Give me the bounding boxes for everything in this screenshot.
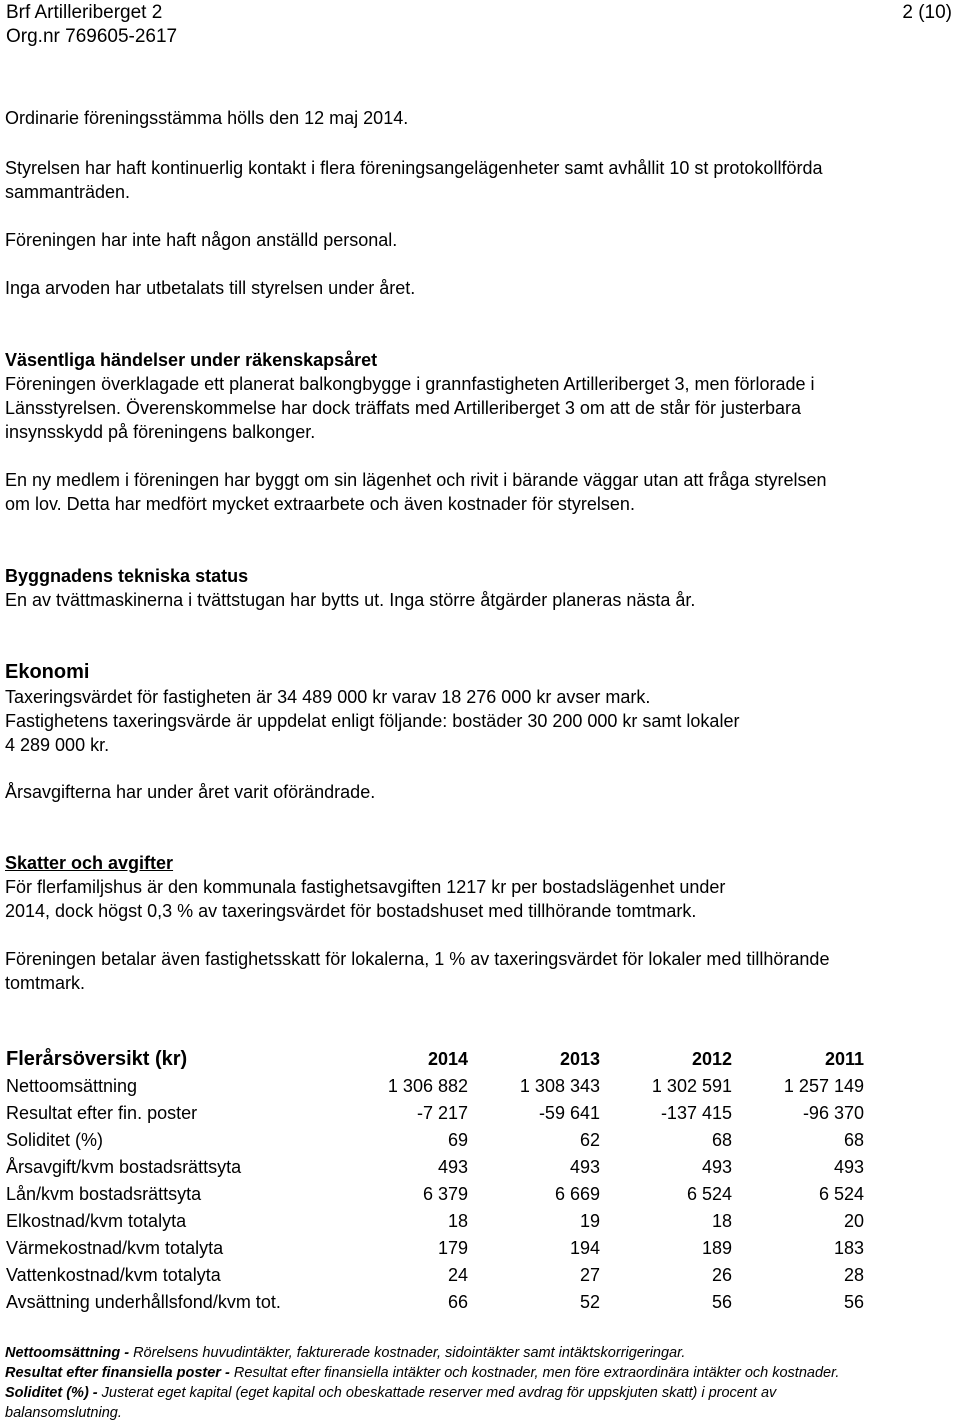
row-label: Vattenkostnad/kvm totalyta — [6, 1265, 221, 1285]
organization-name: Brf Artilleriberget 2 — [6, 2, 163, 23]
row-value: 1 257 149 — [783, 1076, 864, 1096]
events-line-4: En ny medlem i föreningen har byggt om sin lägenhet och rivit i bärande väggar utan att fråga styrelsen — [5, 470, 827, 490]
row-value: -137 415 — [660, 1103, 732, 1123]
row-value: 493 — [437, 1157, 468, 1177]
footnote-text: Resultat efter finansiella intäkter och kostnader, men före extraordinära intäkter och kostnader. — [229, 1365, 840, 1381]
footnote-text: Justerat eget kapital (eget kapital och obeskattade reserver med avdrag för uppskjuten skatt) i procent av — [97, 1385, 777, 1401]
row-value: 27 — [579, 1265, 600, 1285]
events-line-1: Föreningen överklagade ett planerat balkongbygge i grannfastigheten Artilleriberget 3, men förlorade i — [5, 374, 815, 394]
row-value: -59 641 — [538, 1103, 600, 1123]
row-value: 68 — [711, 1130, 732, 1150]
row-label: Nettoomsättning — [6, 1076, 138, 1096]
table-row — [6, 1154, 864, 1181]
row-value: 28 — [843, 1265, 864, 1285]
building-line-1: En av tvättmaskinerna i tvättstugan har bytts ut. Inga större åtgärder planeras nästa år. — [5, 590, 696, 610]
footnote-net-sales — [5, 1343, 960, 1363]
row-label: Resultat efter fin. poster — [6, 1103, 198, 1123]
table-row — [6, 1073, 864, 1100]
row-value: 68 — [843, 1130, 864, 1150]
table-row — [6, 1262, 864, 1289]
table-title: Flerårsöversikt (kr) — [6, 1047, 188, 1070]
year-header: 2011 — [824, 1048, 864, 1069]
building-heading: Byggnadens tekniska status — [5, 566, 249, 586]
row-value: 179 — [437, 1238, 468, 1258]
board-paragraph-line-2: sammanträden. — [5, 182, 131, 202]
row-label: Elkostnad/kvm totalyta — [6, 1211, 187, 1231]
row-value: 6 379 — [422, 1184, 468, 1204]
row-value: 18 — [711, 1211, 732, 1231]
events-line-2: Länsstyrelsen. Överenskommelse har dock träffats med Artilleriberget 3 om att de står för justerbara — [5, 398, 802, 418]
economy-line-2: Fastighetens taxeringsvärde är uppdelat enligt följande: bostäder 30 200 000 kr samt lokaler — [5, 711, 740, 731]
row-label: Värmekostnad/kvm totalyta — [6, 1238, 224, 1258]
footnote-solidity — [5, 1383, 960, 1403]
row-value: 493 — [569, 1157, 600, 1177]
table-row — [6, 1127, 864, 1154]
row-value: 6 524 — [686, 1184, 732, 1204]
row-value: 62 — [579, 1130, 600, 1150]
events-heading: Väsentliga händelser under räkenskapsåret — [5, 350, 378, 370]
table-header-row — [6, 1045, 864, 1073]
footnote-text: Rörelsens huvudintäkter, fakturerade kostnader, sidointäkter samt intäktskorrigeringar. — [129, 1345, 686, 1361]
row-value: -7 217 — [416, 1103, 468, 1123]
economy-line-3: 4 289 000 kr. — [5, 735, 110, 755]
year-header: 2014 — [427, 1048, 468, 1069]
taxes-heading: Skatter och avgifter — [5, 853, 174, 873]
meeting-paragraph: Ordinarie föreningsstämma hölls den 12 maj 2014. — [5, 108, 409, 128]
row-value: 1 308 343 — [519, 1076, 600, 1096]
row-value: 69 — [447, 1130, 468, 1150]
events-line-3: insynsskydd på föreningens balkonger. — [5, 422, 316, 442]
row-value: 189 — [701, 1238, 732, 1258]
fees-paragraph: Inga arvoden har utbetalats till styrelsen under året. — [5, 278, 416, 298]
row-value: 26 — [711, 1265, 732, 1285]
economy-line-4: Årsavgifterna har under året varit oförändrade. — [5, 782, 376, 802]
row-label: Soliditet (%) — [6, 1130, 104, 1150]
table-row — [6, 1235, 864, 1262]
row-value: 194 — [569, 1238, 600, 1258]
footnote-term: Resultat efter finansiella poster - — [5, 1365, 230, 1381]
page-number: 2 (10) — [902, 2, 952, 23]
events-line-5: om lov. Detta har medfört mycket extraarbete och även kostnader för styrelsen. — [5, 494, 635, 514]
footnote-term: Nettoomsättning - — [5, 1345, 130, 1361]
row-label: Årsavgift/kvm bostadsrättsyta — [6, 1157, 242, 1177]
footnote-text: balansomslutning. — [5, 1405, 122, 1421]
row-value: 493 — [701, 1157, 732, 1177]
row-value: 56 — [843, 1292, 864, 1312]
footnote-solidity-cont — [5, 1403, 960, 1423]
table-row — [6, 1100, 864, 1127]
row-value: 18 — [447, 1211, 468, 1231]
row-value: -96 370 — [802, 1103, 864, 1123]
board-paragraph-line-1: Styrelsen har haft kontinuerlig kontakt i flera föreningsangelägenheter samt avhållit 10 st protokollförda — [5, 158, 823, 178]
table-row — [6, 1208, 864, 1235]
organization-number: Org.nr 769605-2617 — [6, 26, 178, 47]
row-value: 493 — [833, 1157, 864, 1177]
taxes-line-1: För flerfamiljshus är den kommunala fastighetsavgiften 1217 kr per bostadslägenhet under — [5, 877, 726, 897]
row-value: 19 — [579, 1211, 600, 1231]
taxes-line-4: tomtmark. — [5, 973, 86, 993]
row-value: 1 306 882 — [387, 1076, 468, 1096]
economy-heading: Ekonomi — [5, 661, 90, 683]
row-value: 20 — [843, 1211, 864, 1231]
multi-year-overview-table — [6, 1045, 864, 1316]
economy-line-1: Taxeringsvärdet för fastigheten är 34 489 000 kr varav 18 276 000 kr avser mark. — [5, 687, 651, 707]
footnote-term: Soliditet (%) - — [5, 1385, 98, 1401]
taxes-line-2: 2014, dock högst 0,3 % av taxeringsvärdet för bostadshuset med tillhörande tomtmark. — [5, 901, 697, 921]
row-label: Lån/kvm bostadsrättsyta — [6, 1184, 202, 1204]
footnote-result — [5, 1363, 960, 1383]
row-value: 1 302 591 — [651, 1076, 732, 1096]
year-header: 2012 — [691, 1048, 732, 1069]
taxes-line-3: Föreningen betalar även fastighetsskatt för lokalerna, 1 % av taxeringsvärdet för lokaler med tillhörande — [5, 949, 830, 969]
row-value: 24 — [447, 1265, 468, 1285]
table-row — [6, 1181, 864, 1208]
row-label: Avsättning underhållsfond/kvm tot. — [6, 1292, 281, 1312]
staff-paragraph: Föreningen har inte haft någon anställd personal. — [5, 230, 398, 250]
row-value: 6 669 — [554, 1184, 600, 1204]
row-value: 183 — [833, 1238, 864, 1258]
table-row — [6, 1289, 864, 1316]
row-value: 56 — [711, 1292, 732, 1312]
year-header: 2013 — [559, 1048, 600, 1069]
row-value: 6 524 — [818, 1184, 864, 1204]
row-value: 52 — [579, 1292, 600, 1312]
row-value: 66 — [447, 1292, 468, 1312]
